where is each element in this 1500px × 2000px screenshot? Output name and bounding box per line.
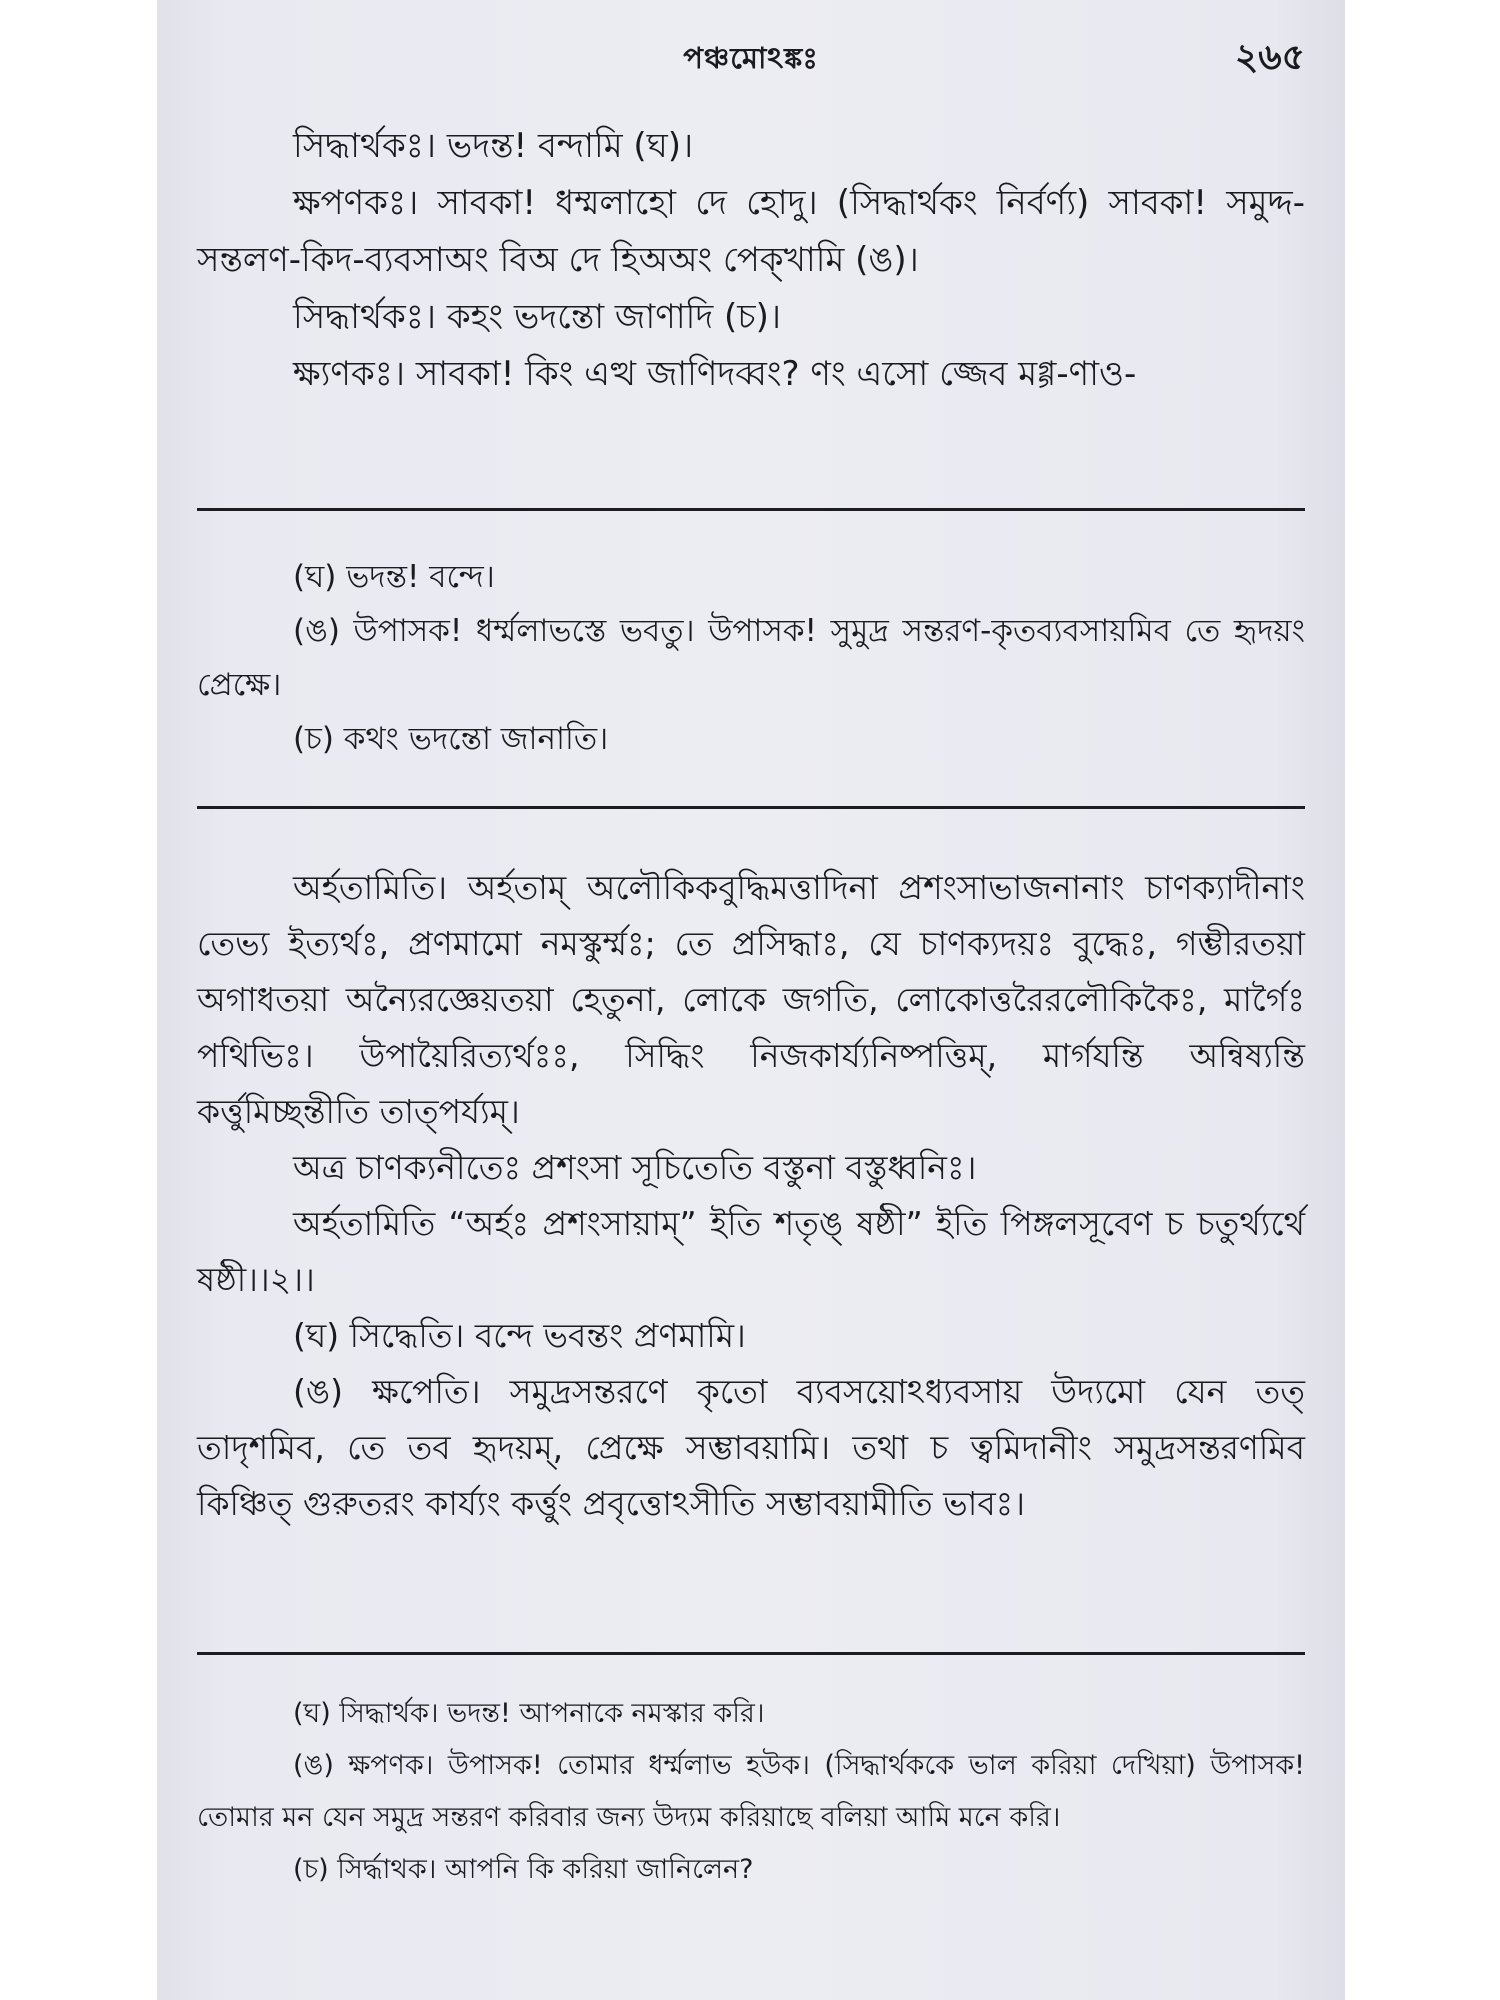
commentary-paragraph: অর্হতামিতি। অর্হতাম্ অলৌকিকবুদ্ধিমত্তাদিনা প্রশংসাভাজনানাং চাণক্যাদীনাং তেভ্য ইত্যর্থঃ, প্রণমামো নমস্কুর্ম্মঃ; তে প্রসিদ্ধাঃ, যে চাণক্যদয়ঃ বুদ্ধেঃ, গম্ভীরতয়া অগাধতয়া অন্যৈরজ্ঞেয়তয়া হেতুনা, লোকে জগতি, লোকোত্তরৈরলৌকিকৈঃ, মার্গৈঃ পথিভিঃ। উপায়ৈরিত্যর্থঃঃ, সিদ্ধিং নিজকার্য্যনিষ্পত্তিম্, মার্গযন্তি অন্বিষ্যন্তি কর্ত্তুমিচ্ছন্তীতি তাত্পর্য্যম্। xyxy=(197,868,1305,1131)
commentary-paragraph: অর্হতামিতি “অর্হঃ প্রশংসায়াম্” ইতি শতৃঙ্ ষষ্ঠী” ইতি পিঙ্গলসূবেণ চ চতুর্থ্যর্থে ষষ্ঠী।।২।। xyxy=(197,1204,1305,1299)
sanskrit-translation xyxy=(197,550,1305,766)
translation-line: (ঘ) ভদন্ত! বন্দে। xyxy=(293,559,495,595)
footnote-line: (ঙ) ক্ষপণক। উপাসক! তোমার ধর্ম্মলাভ হউক। (সিদ্ধার্থককে ভাল করিয়া দেখিয়া) উপাসক! তোমার মন যেন সমুদ্র সন্তরণ করিবার জন্য উদ্যম করিয়াছে বলিয়া আমি মনে করি। xyxy=(197,1750,1305,1833)
bengali-footnotes xyxy=(197,1688,1305,1896)
footnote-line: (চ) সির্দ্ধাথক। আপনি কি করিয়া জানিলেন? xyxy=(293,1854,754,1885)
dialogue-line: ক্ষ্যণকঃ। সাবকা! কিং এত্থ জাণিদব্বং? ণং এসো জ্জেব মগ্গ-ণাও- xyxy=(293,354,1137,394)
dialogue-line: সিদ্ধার্থকঃ। ভদন্ত! বন্দামি (ঘ)। xyxy=(293,126,694,166)
page-number: ২৬৫ xyxy=(1234,37,1305,78)
translation-line: (চ) কথং ভদন্তো জানাতি। xyxy=(293,721,609,757)
commentary-paragraph: (ঘ) সিদ্ধেতি। বন্দে ভবন্তং প্রণমামি। xyxy=(293,1316,746,1355)
footnote-line: (ঘ) সিদ্ধার্থক। ভদন্ত! আপনাকে নমস্কার করি। xyxy=(293,1698,765,1729)
running-title: পঞ্চমোঽঙ্কঃ xyxy=(683,41,819,75)
section-divider xyxy=(197,1652,1305,1655)
commentary-paragraph: অত্র চাণক্যনীতেঃ প্রশংসা সূচিতেতি বস্তুনা বস্তুধ্বনিঃ। xyxy=(293,1148,977,1187)
dialogue-text xyxy=(197,118,1305,403)
dialogue-line: সিদ্ধার্থকঃ। কহং ভদন্তো জাণাদি (চ)। xyxy=(293,297,782,337)
commentary-paragraph: (ঙ) ক্ষপেতি। সমুদ্রসন্তরণে কৃতো ব্যবসয়োঽধ্যবসায় উদ্যমো যেন তত্ তাদৃশমিব, তে তব হৃদয়ম্, প্রেক্ষে সম্ভাবয়ামি। তথা চ ত্বমিদানীং সমুদ্রসন্তরণমিব কিঞ্চিত্ গুরুতরং কার্য্যং কর্ত্তুং প্রবৃত্তোঽসীতি সম্ভাবয়ামীতি ভাবঃ। xyxy=(197,1372,1305,1523)
dialogue-line: ক্ষপণকঃ। সাবকা! ধম্মলাহো দে হোদু। (সিদ্ধার্থকং নির্বর্ণ্য) সাবকা! সমুদ্দ-সন্তলণ-কিদ-ব্যবসাঅং বিঅ দে হিঅঅং পেক্খামি (ঙ)। xyxy=(197,183,1305,280)
section-divider xyxy=(197,806,1305,809)
commentary-text xyxy=(197,860,1305,1532)
book-page xyxy=(157,0,1345,2000)
translation-line: (ঙ) উপাসক! ধর্ম্মলাভস্তে ভবতু। উপাসক! সুমুদ্র সন্তরণ-কৃতব্যবসায়মিব তে হৃদয়ং প্রেক্ষে। xyxy=(197,613,1305,703)
page-header xyxy=(157,30,1345,80)
section-divider xyxy=(197,508,1305,511)
